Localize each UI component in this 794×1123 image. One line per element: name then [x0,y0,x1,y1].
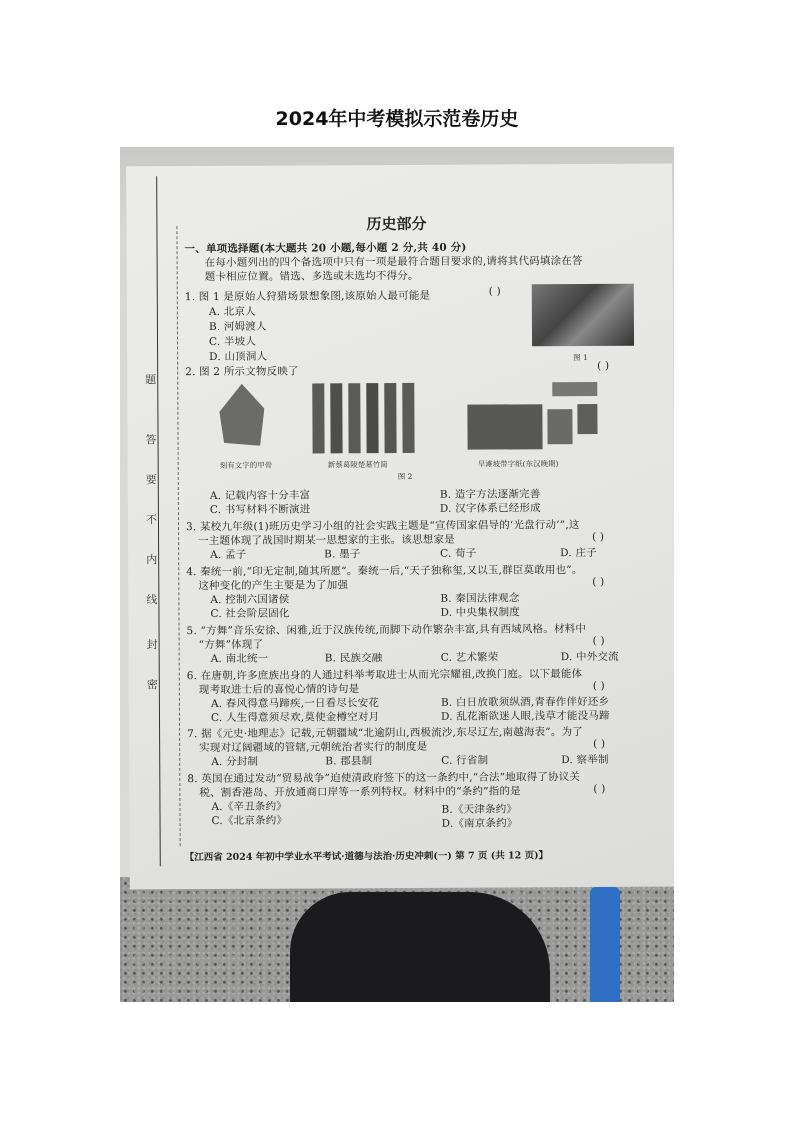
exam-photo [120,147,674,1002]
q3-stem: 一主题体现了战国时期某一思想家的主张。该思想家是 [198,533,455,548]
q6-option-a: A. 春风得意马蹄疾,一日看尽长安花 [210,697,380,710]
q4-answer-paren: ( ) [592,575,605,588]
q8-option-a: A.《辛丑条约》 [211,800,288,813]
q4-option-d: D. 中央集权制度 [440,606,521,619]
q8-option-b: B.《天津条约》 [441,803,518,816]
q3-option-c: C. 荀子 [440,547,477,560]
q8-option-c: C.《北京条约》 [211,814,288,827]
q5-stem: “方舞”体现了 [198,638,264,652]
figure2-caption-2: 新蔡葛陵楚墓竹简 [327,460,388,470]
bamboo-slip-image [402,383,414,453]
seal-char: 线 [146,593,158,607]
paper-fragment-image [577,404,597,434]
q5-option-d: D. 中外交流 [560,650,619,664]
blue-chair-leg [590,887,620,1002]
q4-stem: 4. 秦统一前,“印无定制,随其所愿”。秦统一后,“天子独称玺,又以玉,群臣莫敢用也”。 [186,564,583,579]
q2-answer-paren: ( ) [597,359,610,372]
q8-stem: 8. 英国在通过发动“贸易战争”迫使清政府签下的这一条约中,“合法”地取得了协议关 [187,771,581,786]
bamboo-slip-image [312,383,324,453]
q6-stem: 现考取进士后的喜悦心情的诗句是 [198,683,360,697]
seal-char: 内 [146,553,158,567]
q3-option-b: B. 墨子 [324,548,361,561]
seal-char: 封 [146,638,158,652]
q3-option-a: A. 孟子 [210,548,247,561]
figure1-caption: 图 1 [573,353,588,363]
figure1-hunting-image [532,284,634,347]
section-title: 历史部分 [366,214,427,234]
q5-option-a: A. 南北统一 [210,652,269,665]
q7-option-b: B. 郡县制 [325,755,373,768]
q1-answer-paren: ( ) [488,285,501,298]
q5-option-c: C. 艺术繁荣 [440,651,499,664]
seal-char: 密 [146,678,158,692]
seal-char: 不 [145,513,157,527]
q2-option-b: B. 造字方法逐渐完善 [439,488,541,501]
q5-answer-paren: ( ) [592,634,605,647]
q5-option-b: B. 民族交融 [324,652,383,665]
q6-option-d: D. 乱花渐欲迷人眼,浅草才能没马蹄 [440,709,610,723]
bamboo-slip-image [366,383,378,453]
exam-paper [126,164,674,890]
q7-answer-paren: ( ) [593,737,606,750]
q8-stem: 税、割香港岛、开放通商口岸等一系列特权。材料中的“条约”指的是 [199,785,521,800]
q3-stem: 3. 某校九年级(1)班历史学习小组的社会实践主题是“宣传国家倡导的‘光盘行动’”,这 [185,519,580,534]
figure2-caption: 图 2 [397,471,413,482]
q4-option-b: B. 秦国法律观念 [440,592,520,605]
q2-stem: 2. 图 2 所示文物反映了 [185,365,299,379]
q5-stem: 5. “方舞”音乐安徐、闲雅,近于汉族传统,而脚下动作繁杂丰富,具有西域风格。材料中 [186,623,587,638]
q7-stem: 实现对辽阔疆域的管辖,元朝统治者实行的制度是 [199,740,428,755]
q4-option-a: A. 控制六国诸侯 [210,593,290,606]
document-title: 2024年中考模拟示范卷历史 [275,108,519,130]
q6-stem: 6. 在唐朝,许多庶族出身的人通过科举考取进士从而光宗耀祖,改换门庭。以下最能体 [186,668,583,683]
q8-answer-paren: ( ) [593,782,606,795]
instruction-line: 在每小题列出的四个备选项中只有一项是最符合题目要求的,请将其代码填涂在答 [204,255,583,270]
knee-dark-trousers [290,892,550,1002]
instruction-line: 题卡相应位置。错选、多选或未选均不得分。 [204,269,419,284]
q1-option-d: D. 山顶洞人 [209,350,268,364]
q2-option-a: A. 记载内容十分丰富 [209,489,311,503]
q3-answer-paren: ( ) [592,530,605,543]
seal-char: 答 [145,433,157,447]
q7-option-a: A. 分封制 [211,755,259,768]
q6-answer-paren: ( ) [592,679,606,692]
q1-option-b: B. 河姆渡人 [208,320,267,334]
seal-dashed-line [176,226,180,846]
q1-stem: 1. 图 1 是原始人狩猎场景想象图,该原始人最可能是 [184,289,431,304]
q1-option-a: A. 北京人 [208,305,256,319]
instruction-line: 一、单项选择题(本大题共 20 小题,每小题 2 分,共 40 分) [184,241,467,256]
bamboo-slip-image [348,383,360,453]
paper-fragment-image [467,404,542,449]
figure2-caption-1: 刻有文字的甲骨 [219,460,273,470]
q2-option-c: C. 书写材料不断演进 [209,503,311,517]
paper-fragment-image [547,409,572,444]
q8-option-d: D.《南京条约》 [441,817,518,830]
bamboo-slip-image [384,383,396,453]
q2-option-d: D. 汉字体系已经形成 [439,502,541,515]
q3-option-d: D. 庄子 [560,546,597,560]
q6-option-b: B. 白日放歌须纵酒,青春作伴好还乡 [440,695,610,709]
seal-char: 要 [145,473,157,487]
bamboo-slip-image [330,383,342,453]
figure2-caption-3: 旱滩坡带字纸(东汉晚期) [477,459,559,469]
oracle-bone-image [219,384,264,446]
q4-stem: 这种变化的产生主要是为了加强 [198,579,349,593]
seal-char: 题 [145,373,157,387]
q7-option-d: D. 察举制 [561,753,609,767]
q4-option-c: C. 社会阶层固化 [210,607,290,620]
q7-stem: 7. 据《元史·地理志》记载,元朝疆域“北逾阴山,西极流沙,东尽辽左,南越海表”。为了 [187,726,584,741]
q1-option-c: C. 半坡人 [208,335,257,349]
q7-option-c: C. 行省制 [441,754,489,767]
page-footer: 【江西省 2024 年初中学业水平考试·道德与法治·历史冲刺(一) 第 7 页 (共 12 页)】 [184,850,549,864]
paper-fragment-image [552,382,597,396]
q6-option-c: C. 人生得意须尽欢,莫使金樽空对月 [210,711,380,724]
